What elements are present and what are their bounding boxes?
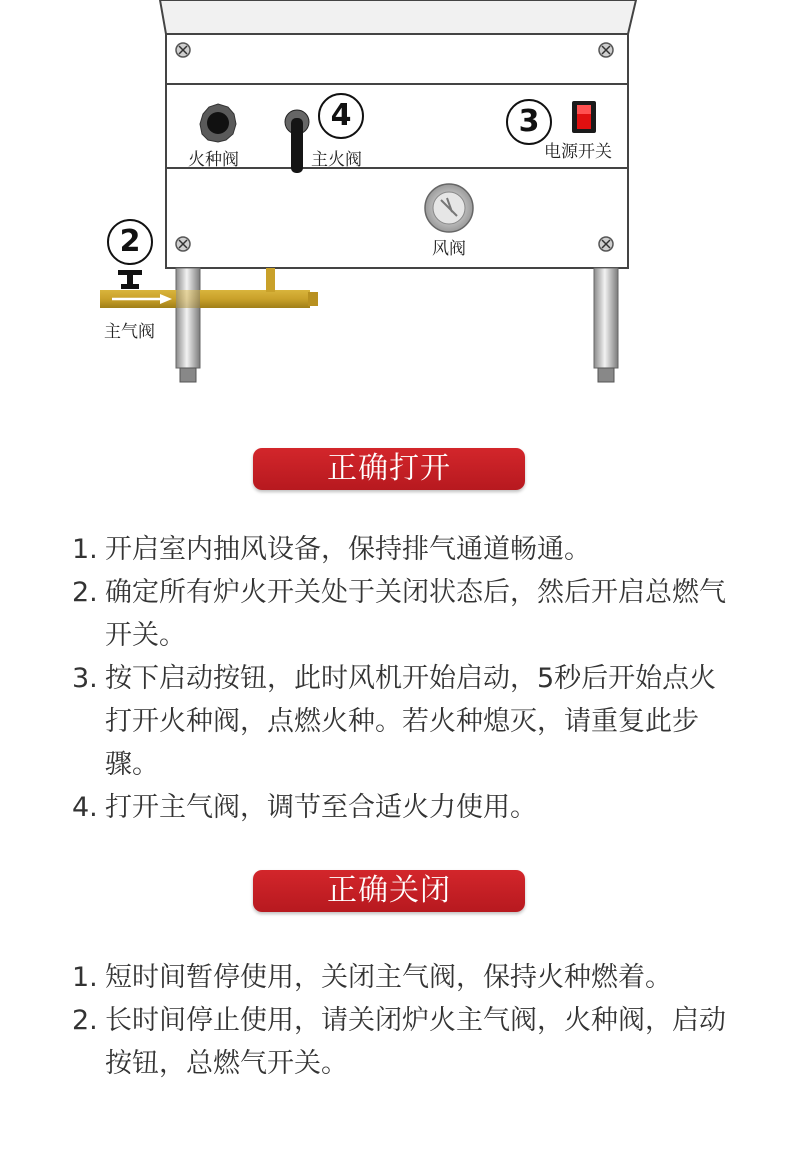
list-item: 4. 打开主气阀，调节至合适火力使用。	[72, 792, 537, 823]
air-damper-label: 风阀	[432, 239, 466, 259]
list-item: 1. 短时间暂停使用，关闭主气阀，保持火种燃着。	[72, 962, 672, 993]
stove-leg	[176, 268, 618, 382]
stove-top	[160, 0, 636, 34]
pilot-valve-label: 火种阀	[188, 150, 239, 170]
main-gas-valve-icon	[118, 270, 142, 289]
power-switch-label: 电源开关	[544, 142, 612, 162]
list-item: 2. 长时间停止使用，请关闭炉火主气阀，火种阀，启动按钮，总燃气开关。	[72, 1005, 726, 1079]
list-item: 1. 开启室内抽风设备，保持排气通道畅通。	[72, 534, 591, 565]
open-steps-list	[72, 528, 732, 829]
main-gas-valve-label: 主气阀	[104, 322, 155, 342]
close-steps-list	[72, 956, 732, 1085]
list-item: 3. 按下启动按钮，此时风机开始启动，5秒后开始点火打开火种阀，点燃火种。若火种熄灭，请重复此步骤。	[72, 663, 717, 780]
marker-3: 3	[506, 99, 552, 145]
air-damper-dial-icon	[425, 184, 473, 232]
power-switch-icon	[572, 101, 596, 133]
section-title-close: 正确关闭	[253, 870, 525, 912]
marker-4: 4	[318, 93, 364, 139]
marker-2: 2	[107, 219, 153, 265]
stove-diagram	[0, 0, 800, 400]
list-item: 2. 确定所有炉火开关处于关闭状态后，然后开启总燃气开关。	[72, 577, 726, 651]
main-fire-valve-label: 主火阀	[311, 150, 362, 170]
section-title-open: 正确打开	[253, 448, 525, 490]
